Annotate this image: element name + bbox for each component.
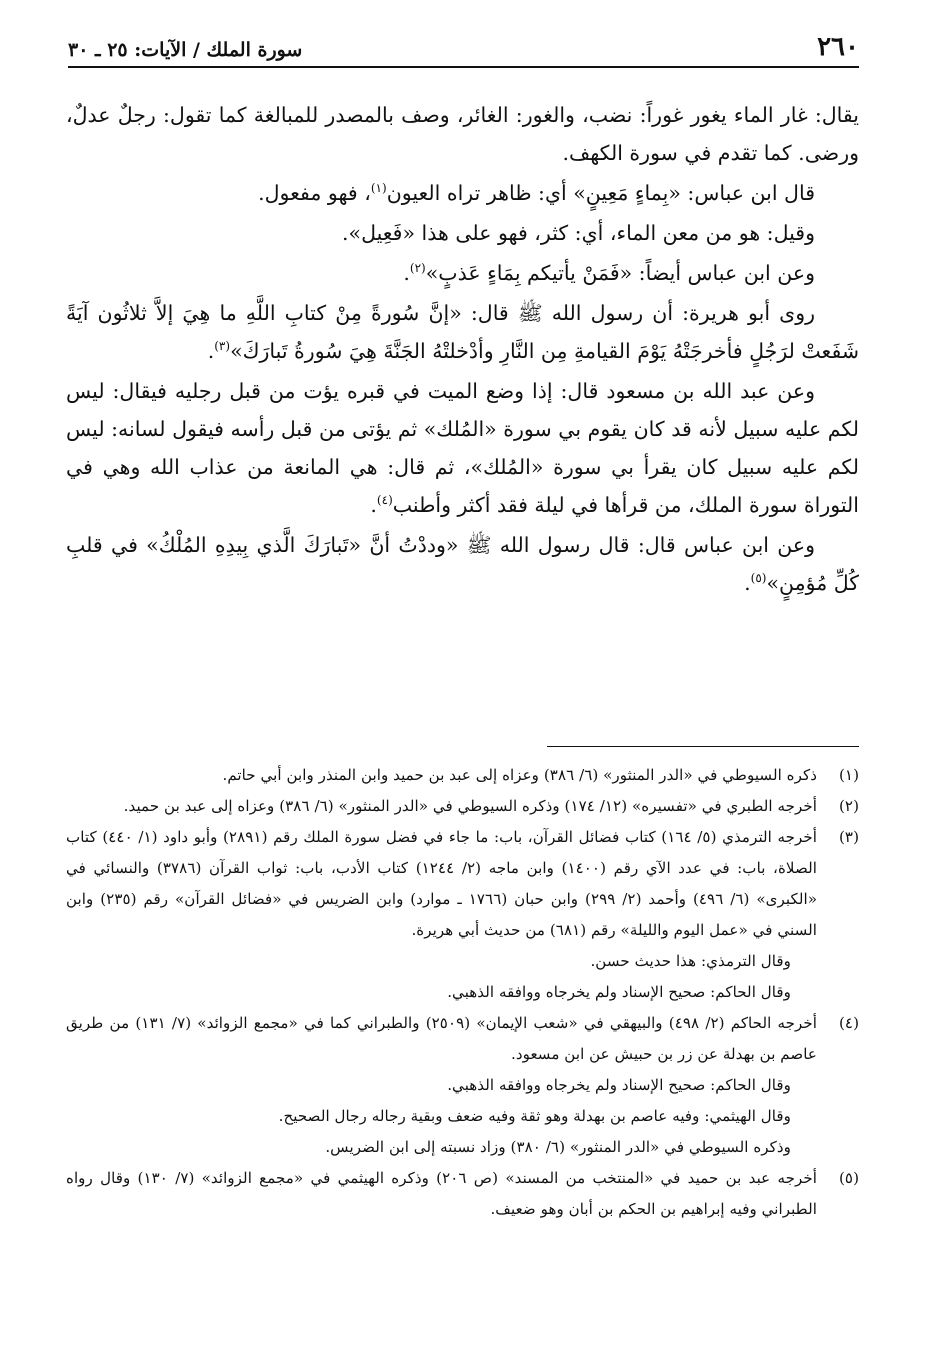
paragraph: روى أبو هريرة: أن رسول الله ﷺ قال: «إنَّ سُورةً مِنْ كتابِ اللَّهِ ما هِيَ إلاَّ ثلاثُون آيَةً شَفَعتْ لرَجُلٍ فأخرجَتْهُ يَوْمَ القيامةِ مِن النَّارِ وأدْخلتْهُ الجَنَّةَ هِيَ سُورةُ تَبارَكَ»$^{(٣)}$.: [66, 301, 859, 363]
paragraph: وقيل: هو من معن الماء، أي: كثر، فهو على هذا «فَعِيل».: [342, 221, 815, 245]
footnote: [66, 1163, 859, 1225]
footnote-text: أخرجه الترمذي (٥/ ١٦٤) كتاب فضائل القرآن، باب: ما جاء في فضل سورة الملك رقم (٢٨٩١) وأبو داود (١/ ٤٤٠) كتاب الصلاة، باب: في عدد الآي رقم (١٤٠٠) وابن ماجه (٢/ ١٢٤٤) كتاب الأدب، باب: ثواب القرآن (٣٧٨٦) والنسائي في «الكبرى» (٦/ ٤٩٦) وأحمد (٢/ ٢٩٩) وابن حبان (١٧٦٦ ـ موارد) وابن الضريس في «فضائل القرآن» رقم (٢٣٥) وابن السني في «عمل اليوم والليلة» رقم (٦٨١) من حديث أبي هريرة.: [66, 828, 818, 939]
footnote-text: أخرجه عبد بن حميد في «المنتخب من المسند» (ص ٢٠٦) وذكره الهيثمي في «مجمع الزوائد» (٧/ ١٣٠) وقال رواه الطبراني وفيه إبراهيم بن الحكم بن أبان وهو ضعيف.: [66, 1169, 817, 1218]
footnote-number: (٤): [838, 1014, 859, 1032]
page-header: [68, 28, 859, 68]
footnote-text: وقال الحاكم: صحيح الإسناد ولم يخرجاه ووافقه الذهبي.: [447, 1076, 791, 1094]
footnote-text: وقال الحاكم: صحيح الإسناد ولم يخرجاه ووافقه الذهبي.: [447, 983, 791, 1001]
footnote: [66, 760, 859, 791]
footnote-text: ذكره السيوطي في «الدر المنثور» (٦/ ٣٨٦) وعزاه إلى عبد بن حميد وابن المنذر وابن أبي حاتم.: [222, 766, 817, 784]
paragraph: وعن عبد الله بن مسعود قال: إذا وضع الميت في قبره يؤت من قبل رجليه فيقال: ليس لكم عليه سبيل لأنه قد كان يقوم بي سورة «المُلك» ثم يؤتى من قبل رأسه فيقول لسانه: ليس لكم عليه سبيل كان يقرأ بي سورة «المُلك»، ثم قال: هي المانعة من عذاب الله وهي في التوراة سورة الملك، من قرأها في ليلة فقد أكثر وأطنب$^{(٤)}$.: [66, 379, 859, 517]
footnote-text: أخرجه الطبري في «تفسيره» (١٢/ ١٧٤) وذكره السيوطي في «الدر المنثور» (٦/ ٣٨٦) وعزاه إلى عبد بن حميد.: [123, 797, 817, 815]
page-number: ٢٦٠: [817, 32, 859, 62]
footnote-divider: [547, 746, 859, 747]
footnote-ref[interactable]: (٢): [409, 261, 426, 276]
paragraph: يقال: غار الماء يغور غوراً: نضب، والغور: الغائر، وصف بالمصدر للمبالغة كما تقول: رجلٌ عدلٌ، ورضى. كما تقدم في سورة الكهف.: [66, 103, 859, 165]
footnote: [66, 1008, 859, 1163]
footnote-text: وذكره السيوطي في «الدر المنثور» (٦/ ٣٨٠) وزاد نسبته إلى ابن الضريس.: [325, 1138, 791, 1156]
footnote-ref[interactable]: (٤): [376, 493, 393, 508]
footnote-ref[interactable]: (١): [370, 181, 387, 196]
main-text: [66, 96, 859, 604]
footnotes: [66, 760, 859, 1225]
footnote: [66, 791, 859, 822]
paragraph: وعن ابن عباس قال: قال رسول الله ﷺ «وددْتُ أنَّ «تَبارَكَ الَّذي بِيدِهِ المُلْكُ» في قلبِ كُلِّ مُؤمِنٍ»$^{(٥)}$.: [66, 533, 859, 595]
footnote-ref[interactable]: (٣): [214, 339, 231, 354]
footnote-number: (٢): [838, 797, 859, 815]
footnote-number: (٣): [838, 828, 859, 846]
footnote-text: وقال الهيثمي: وفيه عاصم بن بهدلة وهو ثقة وفيه ضعف وبقية رجاله رجال الصحيح.: [278, 1107, 791, 1125]
footnote-ref[interactable]: (٥): [750, 571, 767, 586]
footnote-text: أخرجه الحاكم (٢/ ٤٩٨) والبيهقي في «شعب الإيمان» (٢٥٠٩) والطبراني كما في «مجمع الزوائد» (٧/ ١٣١) من طريق عاصم بن بهدلة عن زر بن حبيش عن ابن مسعود.: [66, 1014, 818, 1063]
footnote-number: (١): [838, 766, 859, 784]
footnote: [66, 822, 859, 1008]
running-title: سورة الملك / الآيات: ٢٥ ـ ٣٠: [68, 39, 303, 61]
footnote-number: (٥): [838, 1169, 859, 1187]
paragraph: قال ابن عباس: «بِماءٍ مَعِينٍ» أي: ظاهر تراه العيون$^{(١)}$، فهو مفعول.: [258, 181, 815, 205]
paragraph: وعن ابن عباس أيضاً: «فَمَنْ يأتيكم بِمَاءٍ عَذبٍ»$^{(٢)}$.: [403, 261, 815, 285]
footnote-text: وقال الترمذي: هذا حديث حسن.: [590, 952, 791, 970]
